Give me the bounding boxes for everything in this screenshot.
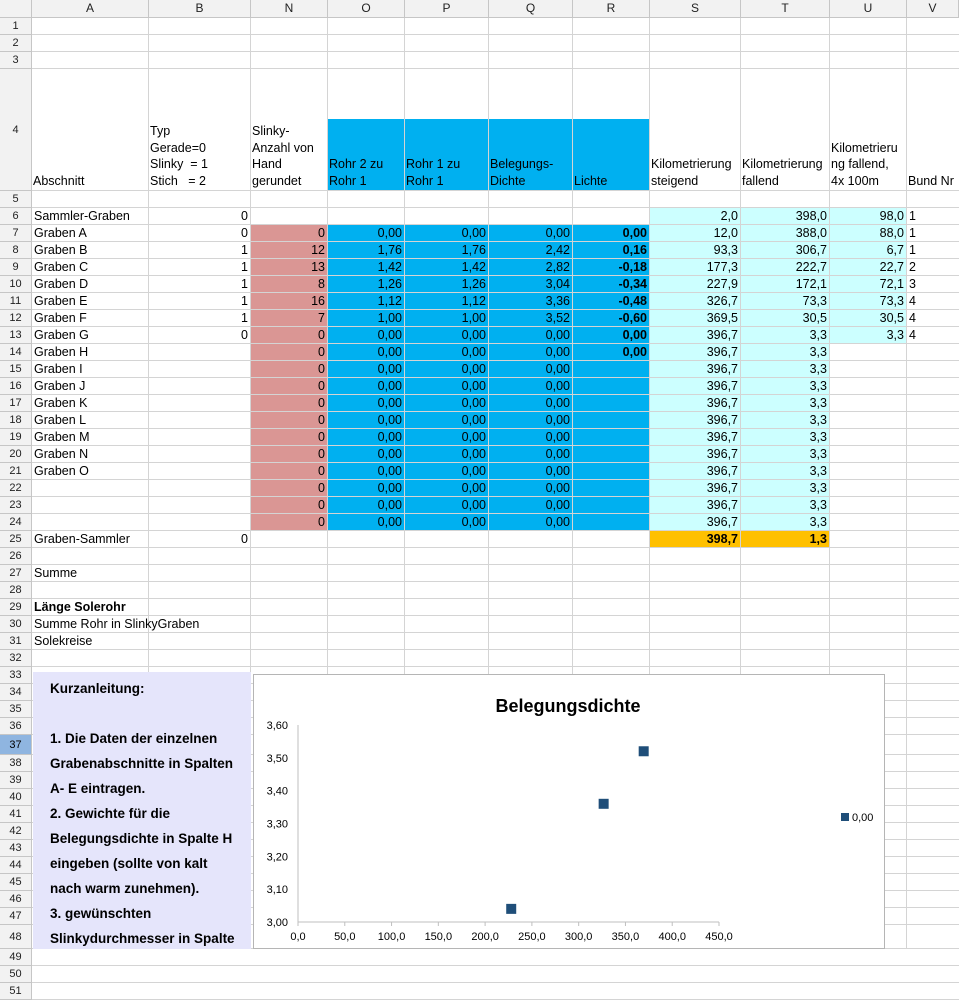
column-header-B[interactable]: B [149, 0, 251, 18]
cell-n-row[interactable]: 12 [311, 243, 325, 257]
instructions-line: nach warm zunehmen). [50, 881, 200, 896]
header-p: Rohr 1 zu Rohr 1 [406, 157, 461, 188]
cell-r-row[interactable]: -0,60 [618, 311, 647, 325]
y-tick-label: 3,30 [266, 818, 288, 831]
cell-q-row[interactable]: 0,00 [545, 481, 570, 495]
row-header-43[interactable]: 43 [0, 840, 32, 857]
cell-s-row[interactable]: 12,0 [713, 226, 738, 240]
cell-o-row[interactable]: 0,00 [377, 362, 402, 376]
cell-t-row[interactable]: 306,7 [795, 243, 827, 257]
cell-b-row[interactable]: 0 [241, 226, 248, 240]
cell-q-row[interactable]: 3,36 [545, 294, 570, 308]
row-header-23[interactable]: 23 [0, 497, 32, 514]
column-header-U[interactable]: U [830, 0, 907, 18]
row-header-45[interactable]: 45 [0, 874, 32, 891]
cell-n-row[interactable]: 8 [318, 277, 325, 291]
grid-hline [32, 51, 959, 52]
cell-p-row[interactable]: 0,00 [461, 447, 486, 461]
row-header-51[interactable]: 51 [0, 983, 32, 1000]
header-q: Belegungs- Dichte [490, 157, 554, 188]
cell-q-row[interactable]: 0,00 [545, 328, 570, 342]
label-summe[interactable]: Summe [34, 566, 78, 580]
cell-t-row[interactable]: 3,3 [809, 379, 827, 393]
column-header-T[interactable]: T [741, 0, 830, 18]
x-tick-label: 0,0 [290, 931, 306, 943]
cell-p-row[interactable]: 0,00 [461, 328, 486, 342]
grid-hline [32, 581, 959, 582]
cell-q-row[interactable]: 0,00 [545, 379, 570, 393]
cell-a-row[interactable]: Graben E [34, 294, 88, 308]
header-u: Kilometrieru ng fallend, 4x 100m [831, 140, 898, 188]
cell-v-row[interactable]: 4 [909, 294, 916, 308]
cell-s-row[interactable]: 326,7 [706, 294, 738, 308]
header-a: Abschnitt [33, 173, 85, 188]
row-header-46[interactable]: 46 [0, 891, 32, 908]
cell-b-row[interactable]: 1 [241, 294, 248, 308]
row-header-5[interactable]: 5 [0, 191, 32, 208]
cell-a-row[interactable]: Graben J [34, 379, 86, 393]
chart-belegungsdichte[interactable] [253, 674, 885, 949]
row-header-11[interactable]: 11 [0, 293, 32, 310]
x-tick-label: 100,0 [377, 931, 406, 943]
cell-r-row[interactable]: -0,34 [618, 277, 647, 291]
row-header-27[interactable]: 27 [0, 565, 32, 582]
instructions-line: 3. gewünschten [50, 906, 152, 921]
cell-s-row[interactable]: 396,7 [706, 362, 738, 376]
grid-hline [32, 649, 959, 650]
cell-a-row[interactable]: Graben-Sammler [34, 532, 130, 546]
cell-p-row[interactable]: 0,00 [461, 413, 486, 427]
y-tick-label: 3,10 [266, 884, 288, 897]
cell-o-row[interactable]: 0,00 [377, 413, 402, 427]
row-header-48[interactable]: 48 [0, 925, 32, 949]
cell-a-row[interactable]: Graben C [34, 260, 89, 274]
cell-o-row[interactable]: 0,00 [377, 226, 402, 240]
instructions-box[interactable] [33, 672, 251, 949]
cell-a-row[interactable]: Graben A [34, 226, 87, 240]
cell-r-row[interactable]: -0,48 [618, 294, 647, 308]
row-header-7[interactable]: 7 [0, 225, 32, 242]
cell-v-row[interactable]: 4 [909, 311, 916, 325]
column-header-N[interactable]: N [251, 0, 328, 18]
cell-u-row[interactable]: 73,3 [879, 294, 904, 308]
cell-b-row[interactable]: 0 [241, 328, 248, 342]
cell-s-row[interactable]: 396,7 [706, 498, 738, 512]
cell-a-row[interactable]: Graben H [34, 345, 89, 359]
header-r: Lichte [574, 173, 608, 188]
y-tick-label: 3,60 [266, 720, 288, 732]
data-point [639, 746, 649, 756]
cell-o-row[interactable]: 1,00 [377, 311, 402, 325]
cell-p-row[interactable]: 0,00 [461, 498, 486, 512]
row-header-25[interactable]: 25 [0, 531, 32, 548]
cell-o-row[interactable]: 0,00 [377, 328, 402, 342]
cell-a-row[interactable]: Graben I [34, 362, 83, 376]
cell-t-row[interactable]: 3,3 [809, 498, 827, 512]
cell-n-row[interactable]: 0 [318, 447, 325, 461]
cell-n-row[interactable]: 0 [318, 345, 325, 359]
cell-s-row[interactable]: 398,7 [706, 532, 738, 546]
instructions-line: Grabenabschnitte in Spalten [50, 756, 234, 771]
cell-n-row[interactable]: 0 [318, 464, 325, 478]
cell-p-row[interactable]: 0,00 [461, 362, 486, 376]
cell-s-row[interactable]: 93,3 [713, 243, 738, 257]
cell-q-row[interactable]: 0,00 [545, 226, 570, 240]
instructions-line: Slinkydurchmesser in Spalte [50, 931, 235, 946]
cell-a-row[interactable]: Graben D [34, 277, 89, 291]
row-header-28[interactable]: 28 [0, 582, 32, 599]
row-header-26[interactable]: 26 [0, 548, 32, 565]
cell-s-row[interactable]: 396,7 [706, 447, 738, 461]
cell-r-row[interactable]: 0,00 [622, 345, 647, 359]
row-header-42[interactable]: 42 [0, 823, 32, 840]
cell-q-row[interactable]: 3,04 [545, 277, 570, 291]
row-header-6[interactable]: 6 [0, 208, 32, 225]
cell-b-row[interactable]: 1 [241, 260, 248, 274]
row-header-49[interactable]: 49 [0, 949, 32, 966]
cell-t-row[interactable]: 3,3 [809, 362, 827, 376]
cell-o-row[interactable]: 0,00 [377, 498, 402, 512]
label-laenge[interactable]: Länge Solerohr [34, 600, 126, 614]
header-o: Rohr 2 zu Rohr 1 [329, 157, 384, 188]
cell-v-row[interactable]: 1 [909, 243, 916, 257]
cell-s-row[interactable]: 396,7 [706, 413, 738, 427]
cell-t-row[interactable]: 3,3 [809, 345, 827, 359]
row-header-17[interactable]: 17 [0, 395, 32, 412]
cell-p-row[interactable]: 0,00 [461, 379, 486, 393]
cell-o-row[interactable]: 0,00 [377, 481, 402, 495]
cell-t-row[interactable]: 3,3 [809, 447, 827, 461]
label-solekreise[interactable]: Solekreise [34, 634, 93, 648]
row-header-9[interactable]: 9 [0, 259, 32, 276]
cell-s-row[interactable]: 2,0 [720, 209, 738, 223]
grid-hline [32, 68, 959, 69]
row-header-1[interactable]: 1 [0, 18, 32, 35]
cell-q-row[interactable]: 0,00 [545, 515, 570, 529]
row-header-12[interactable]: 12 [0, 310, 32, 327]
row-header-32[interactable]: 32 [0, 650, 32, 667]
cell-p-row[interactable]: 1,76 [461, 243, 486, 257]
cell-v-row[interactable]: 1 [909, 226, 916, 240]
cell-o-row[interactable]: 0,00 [377, 379, 402, 393]
cell-a-row[interactable]: Graben F [34, 311, 87, 325]
cell-u-row[interactable]: 3,3 [886, 328, 904, 342]
cell-a-row[interactable]: Graben B [34, 243, 88, 257]
row-header-22[interactable]: 22 [0, 480, 32, 497]
cell-b-row[interactable]: 0 [241, 532, 248, 546]
cell-n-row[interactable]: 16 [311, 294, 325, 308]
cell-b-row[interactable]: 1 [241, 311, 248, 325]
row-header-16[interactable]: 16 [0, 378, 32, 395]
cell-r-row[interactable]: -0,18 [618, 260, 647, 274]
row-header-38[interactable]: 38 [0, 755, 32, 772]
cell-t-row[interactable]: 3,3 [809, 464, 827, 478]
cell-s-row[interactable]: 396,7 [706, 515, 738, 529]
cell-s-row[interactable]: 396,7 [706, 345, 738, 359]
cell-q-row[interactable]: 0,00 [545, 362, 570, 376]
row-header-37[interactable]: 37 [0, 735, 32, 755]
grid-hline [32, 982, 959, 983]
select-all-corner[interactable] [0, 0, 32, 18]
row-header-21[interactable]: 21 [0, 463, 32, 480]
cell-n-row[interactable]: 0 [318, 498, 325, 512]
cell-n-row[interactable]: 0 [318, 481, 325, 495]
grid-hline [32, 34, 959, 35]
cell-u-row[interactable]: 98,0 [879, 209, 904, 223]
data-point [599, 799, 609, 809]
row-header-13[interactable]: 13 [0, 327, 32, 344]
header-v: Bund Nr [908, 173, 954, 188]
grid-hline [32, 564, 959, 565]
y-tick-label: 3,50 [266, 752, 288, 765]
cell-q-row[interactable]: 2,82 [545, 260, 570, 274]
cell-t-row[interactable]: 222,7 [795, 260, 827, 274]
x-tick-label: 450,0 [705, 931, 733, 943]
cell-n-row[interactable]: 0 [318, 379, 325, 393]
cell-b-row[interactable]: 1 [241, 277, 248, 291]
row-header-33[interactable]: 33 [0, 667, 32, 684]
header-n: Slinky- Anzahl von Hand gerundet [252, 124, 314, 188]
cell-o-row[interactable]: 0,00 [377, 345, 402, 359]
header-b: Typ Gerade=0 Slinky = 1 Stich = 2 [150, 124, 209, 188]
cell-n-row[interactable]: 0 [318, 430, 325, 444]
row-header-40[interactable]: 40 [0, 789, 32, 806]
row-header-20[interactable]: 20 [0, 446, 32, 463]
cell-r-row[interactable]: 0,00 [622, 226, 647, 240]
cell-a-row[interactable]: Graben N [34, 447, 89, 461]
cell-a-row[interactable]: Graben L [34, 413, 87, 427]
cell-v-row[interactable]: 1 [909, 209, 916, 223]
cell-t-row[interactable]: 73,3 [802, 294, 827, 308]
cell-s-row[interactable]: 396,7 [706, 481, 738, 495]
instructions-line: 1. Die Daten der einzelnen [50, 731, 218, 746]
instructions-line: A- E eintragen. [50, 781, 146, 796]
cell-q-row[interactable]: 0,00 [545, 345, 570, 359]
scatter-chart-svg [254, 675, 886, 950]
cell-o-row[interactable]: 1,76 [377, 243, 402, 257]
x-tick-label: 50,0 [334, 931, 356, 943]
cell-o-row[interactable]: 1,26 [377, 277, 402, 291]
grid-hline [32, 598, 959, 599]
row-header-15[interactable]: 15 [0, 361, 32, 378]
column-header-S[interactable]: S [650, 0, 741, 18]
cell-r-row[interactable]: 0,00 [622, 328, 647, 342]
cell-o-row[interactable]: 0,00 [377, 464, 402, 478]
instructions-line: Belegungsdichte in Spalte H [50, 831, 233, 846]
cell-q-row[interactable]: 0,00 [545, 447, 570, 461]
cell-s-row[interactable]: 396,7 [706, 379, 738, 393]
cell-s-row[interactable]: 396,7 [706, 464, 738, 478]
row-header-4[interactable]: 4 [0, 69, 32, 191]
cell-p-row[interactable]: 0,00 [461, 481, 486, 495]
cell-p-row[interactable]: 0,00 [461, 396, 486, 410]
cell-a-row[interactable]: Graben O [34, 464, 89, 478]
cell-v-row[interactable]: 4 [909, 328, 916, 342]
cell-a-row[interactable]: Graben M [34, 430, 90, 444]
instructions-title: Kurzanleitung: [50, 681, 145, 696]
cell-n-row[interactable]: 0 [318, 362, 325, 376]
cell-t-row[interactable]: 388,0 [795, 226, 827, 240]
x-tick-label: 300,0 [564, 931, 593, 943]
row-header-3[interactable]: 3 [0, 52, 32, 69]
y-tick-label: 3,20 [266, 851, 288, 864]
grid-hline [32, 666, 959, 667]
cell-o-row[interactable]: 1,12 [377, 294, 402, 308]
cell-b-row[interactable]: 1 [241, 243, 248, 257]
cell-t-row[interactable]: 3,3 [809, 515, 827, 529]
cell-t-row[interactable]: 3,3 [809, 413, 827, 427]
x-tick-label: 200,0 [471, 931, 499, 943]
cell-u-row[interactable]: 30,5 [879, 311, 904, 325]
cell-t-row[interactable]: 3,3 [809, 430, 827, 444]
column-header-V[interactable]: V [907, 0, 959, 18]
cell-p-row[interactable]: 1,42 [461, 260, 486, 274]
row-header-14[interactable]: 14 [0, 344, 32, 361]
cell-p-row[interactable]: 0,00 [461, 345, 486, 359]
row-header-31[interactable]: 31 [0, 633, 32, 650]
row-header-29[interactable]: 29 [0, 599, 32, 616]
row-header-2[interactable]: 2 [0, 35, 32, 52]
row-header-34[interactable]: 34 [0, 684, 32, 701]
cell-a-row[interactable]: Graben K [34, 396, 88, 410]
cell-v-row[interactable]: 2 [909, 260, 916, 274]
row-header-30[interactable]: 30 [0, 616, 32, 633]
cell-b-row[interactable]: 0 [241, 209, 248, 223]
cell-p-row[interactable]: 1,12 [461, 294, 486, 308]
cell-q-row[interactable]: 2,42 [545, 243, 570, 257]
cell-s-row[interactable]: 369,5 [706, 311, 738, 325]
cell-t-row[interactable]: 398,0 [795, 209, 827, 223]
cell-o-row[interactable]: 0,00 [377, 515, 402, 529]
header-t: Kilometrierung fallend [742, 157, 823, 188]
x-tick-label: 150,0 [424, 931, 453, 943]
row-header-39[interactable]: 39 [0, 772, 32, 789]
column-header-Q[interactable]: Q [489, 0, 573, 18]
cell-t-row[interactable]: 30,5 [802, 311, 827, 325]
cell-u-row[interactable]: 6,7 [886, 243, 904, 257]
column-header-P[interactable]: P [405, 0, 489, 18]
cell-a-row[interactable]: Graben G [34, 328, 89, 342]
cell-s-row[interactable]: 177,3 [706, 260, 738, 274]
cell-o-row[interactable]: 1,42 [377, 260, 402, 274]
cell-p-row[interactable]: 0,00 [461, 515, 486, 529]
y-tick-label: 3,40 [266, 785, 288, 798]
cell-s-row[interactable]: 227,9 [706, 277, 738, 291]
chart-title: Belegungsdichte [495, 696, 641, 716]
cell-p-row[interactable]: 1,26 [461, 277, 486, 291]
cell-n-row[interactable]: 0 [318, 515, 325, 529]
row-header-44[interactable]: 44 [0, 857, 32, 874]
cell-q-row[interactable]: 0,00 [545, 464, 570, 478]
legend-marker [841, 813, 849, 821]
cell-n-row[interactable]: 0 [318, 226, 325, 240]
instructions-line: 2. Gewichte für die [50, 806, 171, 821]
cell-v-row[interactable]: 3 [909, 277, 916, 291]
cell-t-row[interactable]: 3,3 [809, 328, 827, 342]
row-header-36[interactable]: 36 [0, 718, 32, 735]
cell-t-row[interactable]: 3,3 [809, 481, 827, 495]
grid-hline [32, 190, 959, 191]
cell-q-row[interactable]: 0,00 [545, 498, 570, 512]
row-header-8[interactable]: 8 [0, 242, 32, 259]
cell-s-row[interactable]: 396,7 [706, 396, 738, 410]
cell-q-row[interactable]: 0,00 [545, 396, 570, 410]
x-tick-label: 250,0 [518, 931, 546, 943]
cell-u-row[interactable]: 72,1 [879, 277, 904, 291]
cell-u-row[interactable]: 22,7 [879, 260, 904, 274]
cell-a-row[interactable]: Sammler-Graben [34, 209, 130, 223]
cell-s-row[interactable]: 396,7 [706, 430, 738, 444]
row-header-24[interactable]: 24 [0, 514, 32, 531]
cell-p-row[interactable]: 0,00 [461, 464, 486, 478]
cell-t-row[interactable]: 3,3 [809, 396, 827, 410]
cell-q-row[interactable]: 0,00 [545, 430, 570, 444]
legend-label: 0,00 [852, 812, 874, 824]
column-header-A[interactable]: A [32, 0, 149, 18]
cell-p-row[interactable]: 0,00 [461, 430, 486, 444]
cell-n-row[interactable]: 13 [311, 260, 325, 274]
label-summe-rohr[interactable]: Summe Rohr in SlinkyGraben [34, 617, 200, 631]
cell-s-row[interactable]: 396,7 [706, 328, 738, 342]
cell-p-row[interactable]: 0,00 [461, 226, 486, 240]
cell-t-row[interactable]: 172,1 [795, 277, 827, 291]
cell-p-row[interactable]: 1,00 [461, 311, 486, 325]
cell-u-row[interactable]: 88,0 [879, 226, 904, 240]
cell-o-row[interactable]: 0,00 [377, 447, 402, 461]
grid-hline [32, 632, 959, 633]
row-header-50[interactable]: 50 [0, 966, 32, 983]
cell-q-row[interactable]: 0,00 [545, 413, 570, 427]
cell-o-row[interactable]: 0,00 [377, 396, 402, 410]
header-s: Kilometrierung steigend [651, 157, 732, 188]
cell-q-row[interactable]: 3,52 [545, 311, 570, 325]
cell-n-row[interactable]: 0 [318, 413, 325, 427]
cell-t-row[interactable]: 1,3 [809, 532, 827, 546]
row-header-10[interactable]: 10 [0, 276, 32, 293]
column-header-O[interactable]: O [328, 0, 405, 18]
cell-n-row[interactable]: 0 [318, 328, 325, 342]
row-header-18[interactable]: 18 [0, 412, 32, 429]
row-header-47[interactable]: 47 [0, 908, 32, 925]
row-header-19[interactable]: 19 [0, 429, 32, 446]
cell-n-row[interactable]: 0 [318, 396, 325, 410]
cell-n-row[interactable]: 7 [318, 311, 325, 325]
instructions-line: eingeben (sollte von kalt [50, 856, 208, 871]
x-tick-label: 350,0 [611, 931, 640, 943]
row-header-35[interactable]: 35 [0, 701, 32, 718]
data-point [506, 904, 516, 914]
row-header-41[interactable]: 41 [0, 806, 32, 823]
x-tick-label: 400,0 [658, 931, 686, 943]
column-header-R[interactable]: R [573, 0, 650, 18]
grid-hline [32, 965, 959, 966]
y-tick-label: 3,00 [266, 917, 288, 929]
cell-r-row[interactable]: 0,16 [622, 243, 647, 257]
cell-o-row[interactable]: 0,00 [377, 430, 402, 444]
